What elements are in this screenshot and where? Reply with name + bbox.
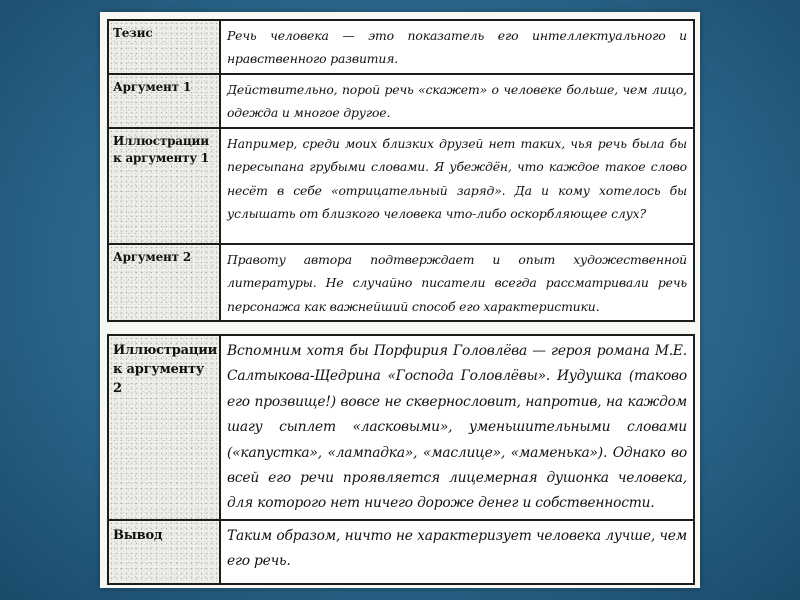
row-text-argument-1: Действительно, порой речь «скажет» о человеке больше, чем лицо, одежда и многое другое. xyxy=(227,82,687,121)
row-text-cell xyxy=(220,128,694,244)
row-text-cell xyxy=(220,244,694,321)
row-label-cell xyxy=(108,244,220,321)
row-label-argument-2: Аргумент 2 xyxy=(113,250,192,264)
row-text-cell xyxy=(220,335,694,520)
row-text-illustration-1: Например, среди моих близких друзей нет таких, чья речь была бы пересыпана грубыми словами. Я убеждён, что каждое такое слово несёт в себе «отрицательный заряд». Да и кому хотелось бы услышать от близкого человека что-либо оскорбляющее слух? xyxy=(227,136,687,222)
row-label-thesis: Тезис xyxy=(113,26,153,40)
table-row-argument-2 xyxy=(108,244,694,321)
document-page xyxy=(100,12,700,588)
table-row-conclusion xyxy=(108,520,694,584)
row-label-cell xyxy=(108,20,220,74)
row-label-argument-1: Аргумент 1 xyxy=(113,80,192,94)
row-label-illustration-1: Иллюстрации к аргументу 1 xyxy=(113,134,209,165)
row-text-cell xyxy=(220,20,694,74)
row-label-cell xyxy=(108,335,220,520)
row-text-conclusion: Таким образом, ничто не характеризует человека лучше, чем его речь. xyxy=(227,528,687,570)
row-label-cell xyxy=(108,128,220,244)
argument-table-bottom xyxy=(107,334,695,585)
table-row-illustration-2 xyxy=(108,335,694,520)
row-label-conclusion: Вывод xyxy=(113,528,163,543)
row-text-argument-2: Правоту автора подтверждает и опыт художественной литературы. Не случайно писатели всегда рассматривали речь персонажа как важнейший способ его характеристики. xyxy=(227,252,687,314)
row-label-cell xyxy=(108,74,220,128)
row-label-illustration-2: Иллюстрации к аргументу 2 xyxy=(113,343,218,396)
row-text-illustration-2: Вспомним хотя бы Порфирия Головлёва — героя романа М.Е. Салтыкова-Щедрина «Господа Головлёвы». Иудушка (таково его прозвище!) вовсе не сквернословит, напротив, на каждом шагу сыплет «ласковыми», уменьшительными словами («капустка», «лампадка», «маслице», «маменька»). Однако во всей его речи проявляется лицемерная душонка человека, для которого нет ничего дороже денег и собственности. xyxy=(227,343,687,512)
table-row-thesis xyxy=(108,20,694,74)
table-row-argument-1 xyxy=(108,74,694,128)
row-text-thesis: Речь человека — это показатель его интеллектуального и нравственного развития. xyxy=(227,28,687,67)
argument-table-top xyxy=(107,19,695,322)
row-label-cell xyxy=(108,520,220,584)
table-row-illustration-1 xyxy=(108,128,694,244)
row-text-cell xyxy=(220,520,694,584)
row-text-cell xyxy=(220,74,694,128)
